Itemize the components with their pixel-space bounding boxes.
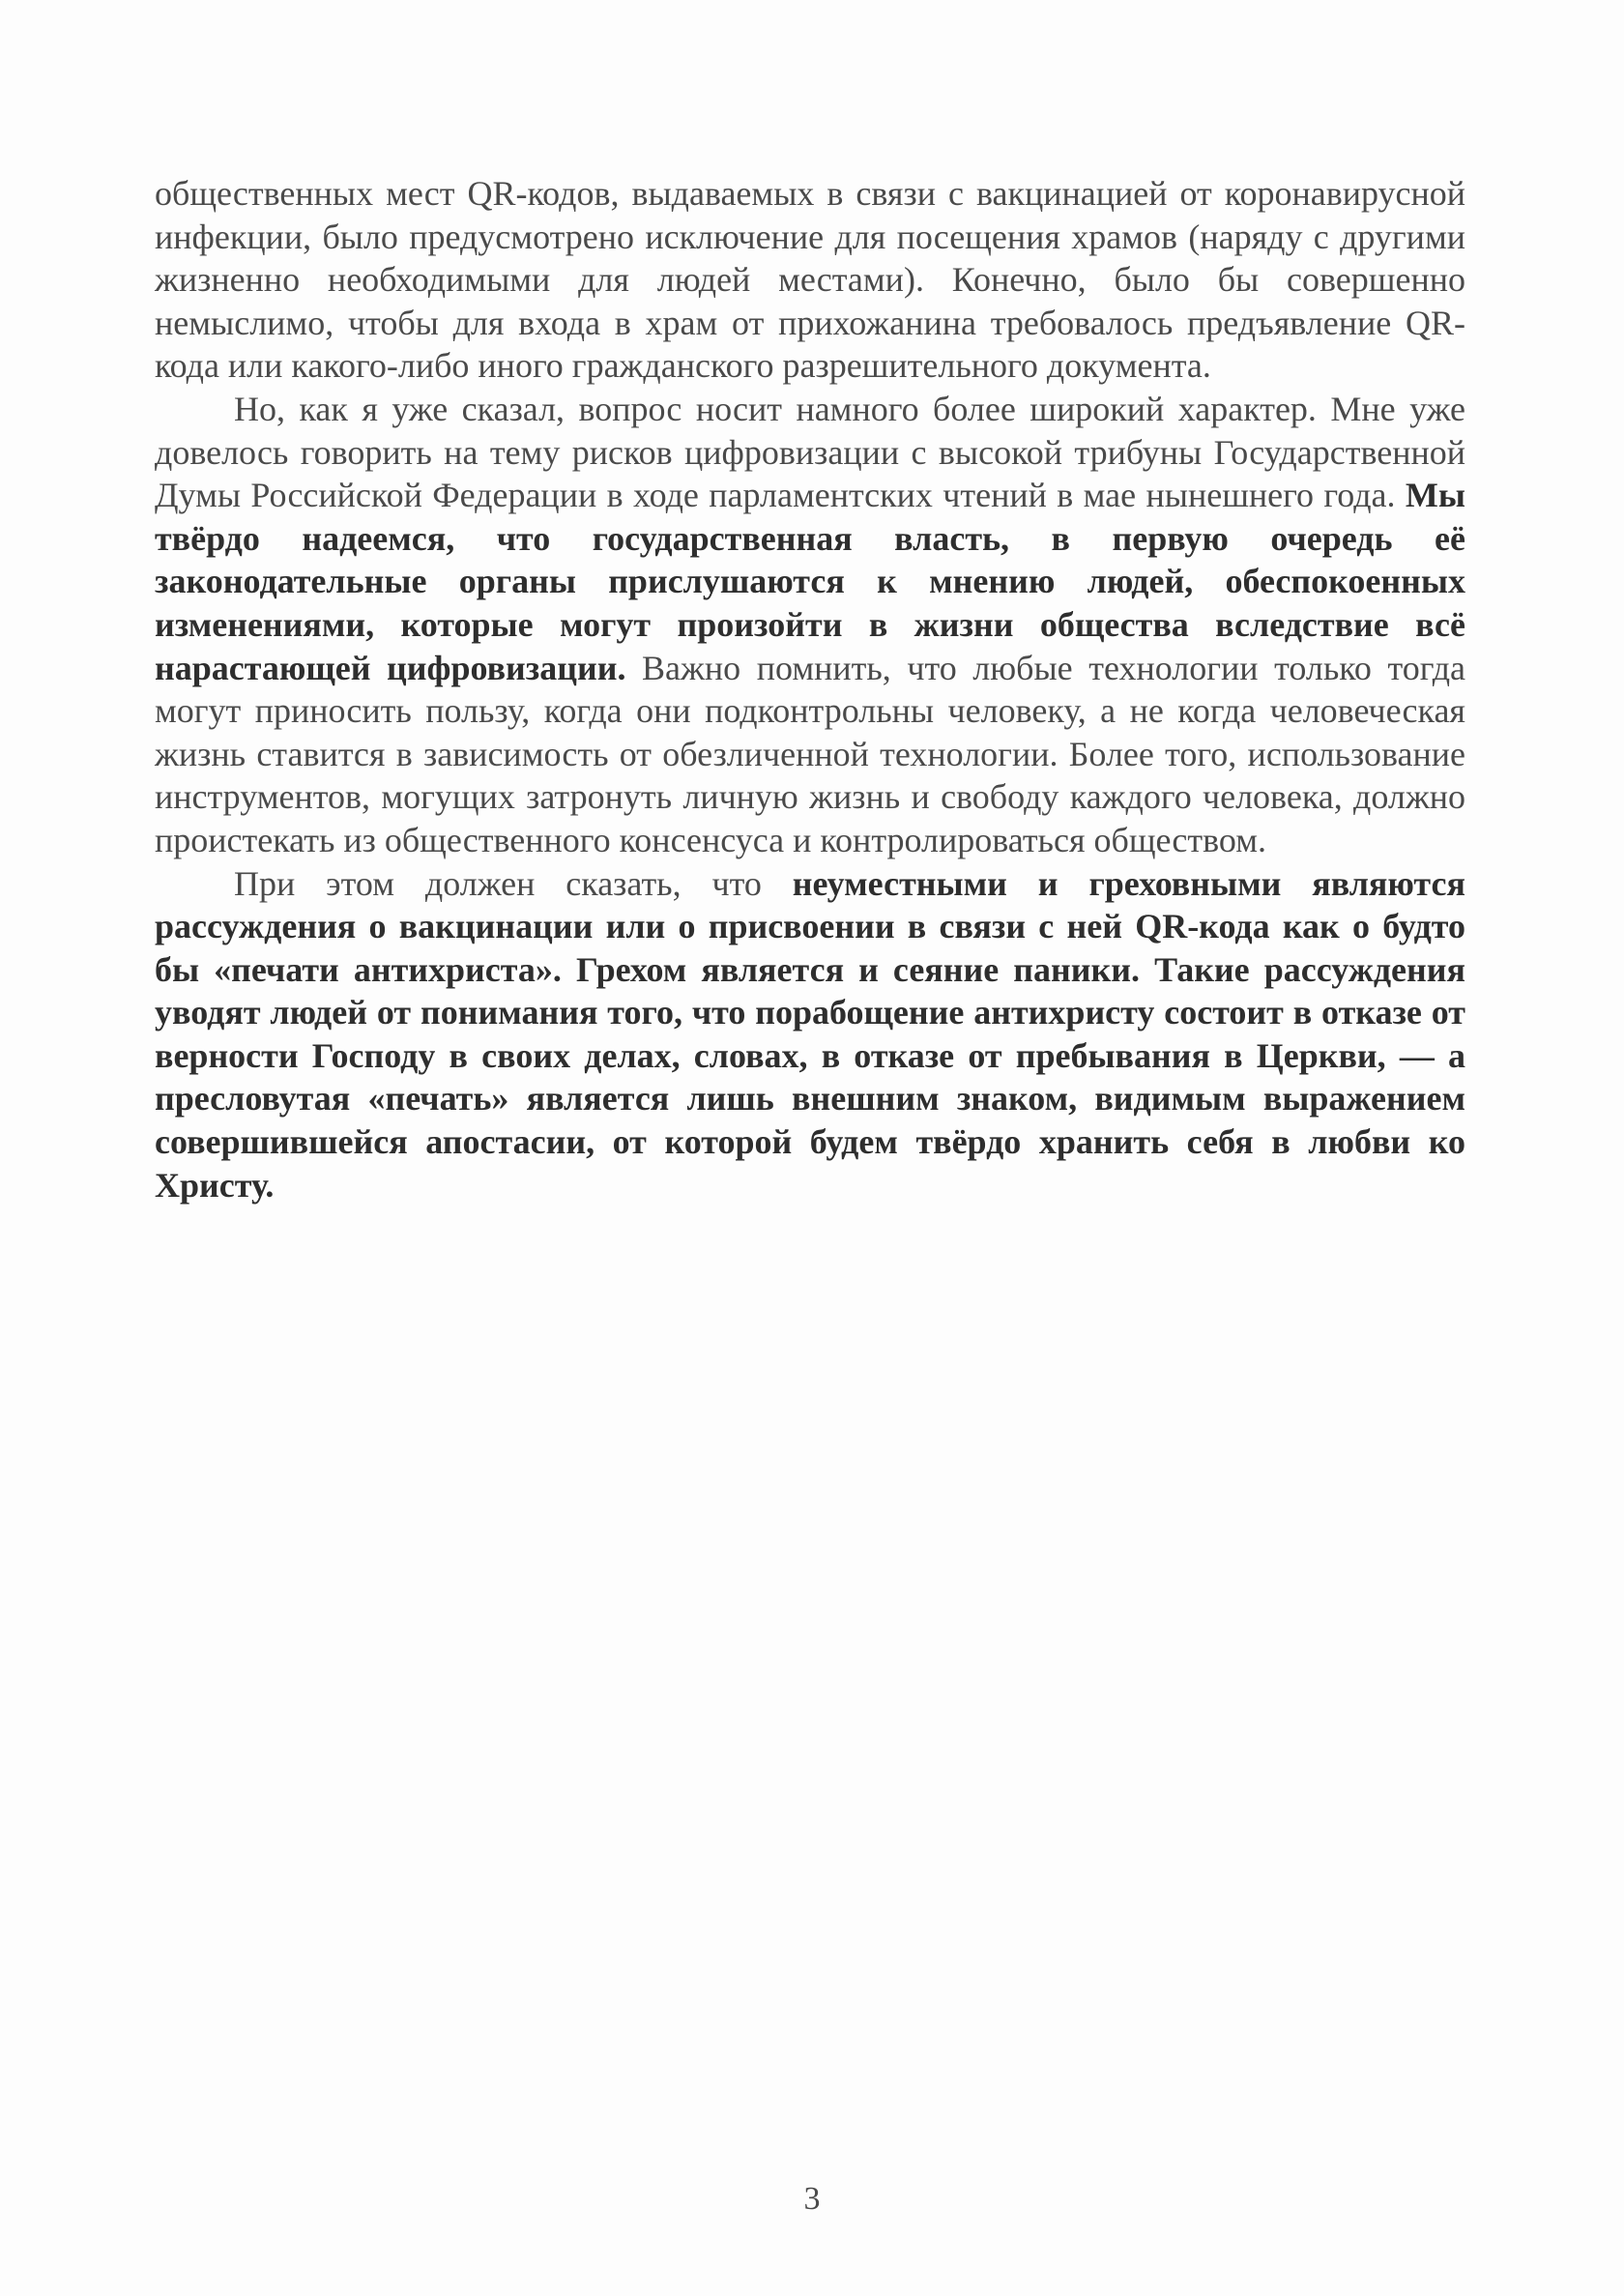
- page-number: 3: [803, 2181, 821, 2217]
- paragraph-1-run-1: общественных мест QR-кодов, выдаваемых в связи с вакцинацией от коронавирусной инфекции, было предусмотрено исключение для посещения храмов (наряду с другими жизненно необходимыми для людей местами). Конечно, было бы совершенно немыслимо, чтобы для входа в храм от прихожанина требовалось предъявление QR-кода или какого-либо иного гражданского разрешительного документа.: [155, 174, 1465, 386]
- paragraph-2-run-3: Важно помнить, что любые технологии только тогда могут приносить пользу, когда они подконтрольны человеку, а не когда человеческая жизнь ставится в зависимость от обезличенной технологии. Более того, использование инструментов, могущих затронуть личную жизнь и свободу каждого человека, должно проистекать из общественного консенсуса и контролироваться обществом.: [155, 648, 1465, 859]
- paragraph-1: [155, 172, 1465, 388]
- paragraph-2: [155, 388, 1465, 862]
- paragraph-2-run-1: Но, как я уже сказал, вопрос носит намного более широкий характер. Мне уже довелось говорить на тему рисков цифровизации с высокой трибуны Государственной Думы Российской Федерации в ходе парламентских чтений в мае нынешнего года.: [155, 389, 1465, 515]
- body-text: [155, 172, 1465, 1206]
- paragraph-2-bold-run: Мы твёрдо надеемся, что государственная власть, в первую очередь её законодательные органы прислушаются к мнению людей, обеспокоенных изменениями, которые могут произойти в жизни общества вследствие всё нарастающей цифровизации.: [155, 476, 1465, 687]
- paragraph-3: [155, 862, 1465, 1207]
- paragraph-3-bold-run: неуместными и греховными являются рассуждения о вакцинации или о присвоении в связи с ней QR-кода как о будто бы «печати антихриста». Грехом является и сеяние паники. Такие рассуждения уводят людей от понимания того, что порабощение антихристу состоит в отказе от верности Господу в своих делах, словах, в отказе от пребывания в Церкви, — а пресловутая «печать» является лишь внешним знаком, видимым выражением совершившейся апостасии, от которой будем твёрдо хранить себя в любви ко Христу.: [155, 863, 1466, 1205]
- paragraph-3-run-1: При этом должен сказать, что: [234, 863, 793, 903]
